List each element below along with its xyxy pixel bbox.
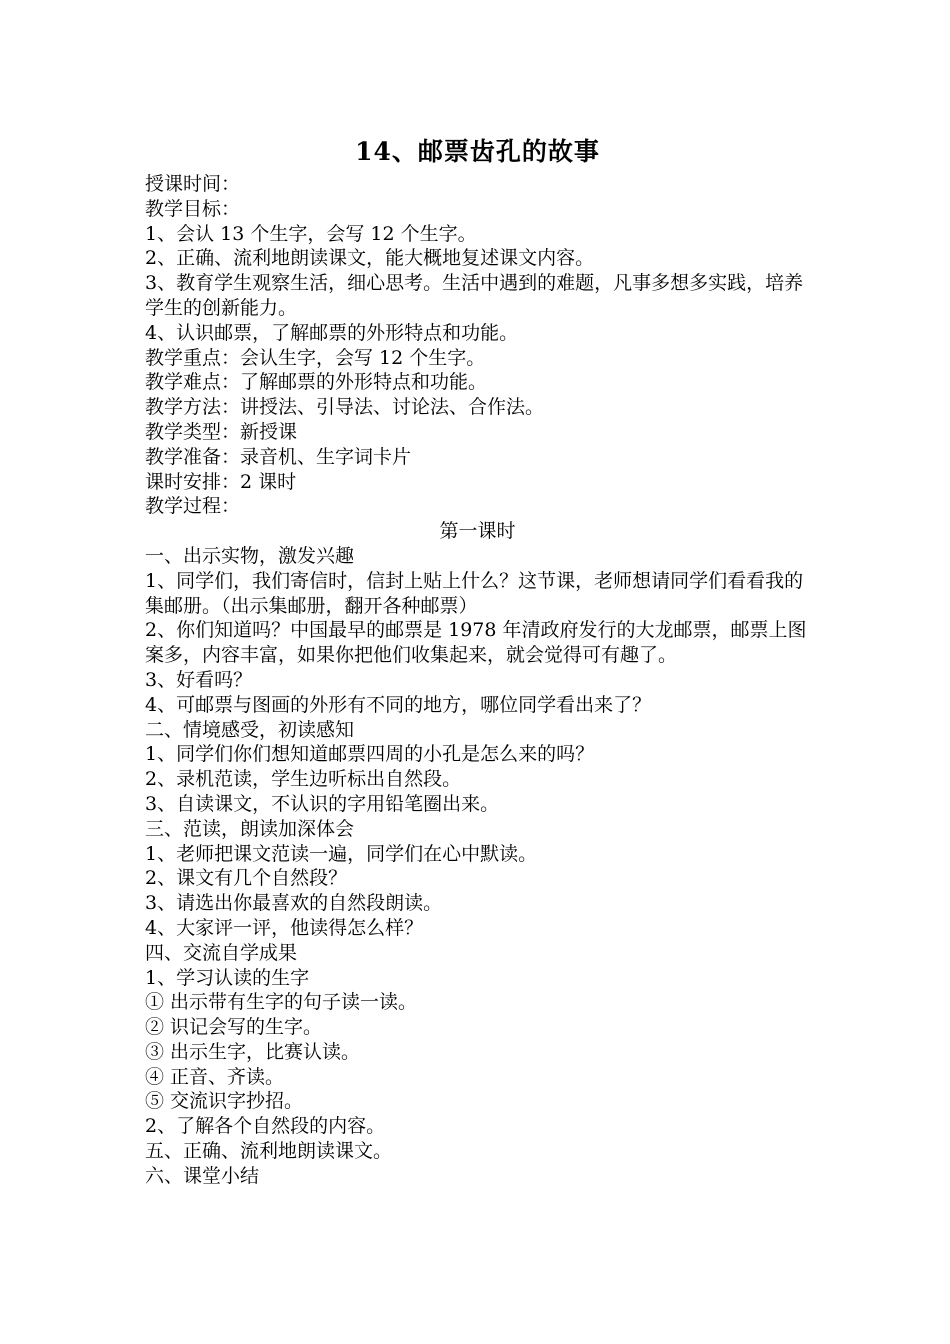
section-heading-1: 一、出示实物，激发兴趣 <box>145 544 355 567</box>
section1-item-1: 1、同学们，我们寄信时，信封上贴上什么？这节课，老师想请同学们看看我的集邮册。（出示集邮册，翻开各种邮票） <box>145 569 804 617</box>
page-title: 14、邮票齿孔的故事 <box>355 137 600 166</box>
teaching-process-label: 教学过程： <box>145 495 241 518</box>
section4-item-1: 1、学习认读的生字 <box>145 966 310 989</box>
document-body <box>145 172 810 1189</box>
section2-item-2: 2、录机范读，学生边听标出自然段。 <box>145 768 462 791</box>
teaching-type-line: 教学类型：新授课 <box>145 420 298 443</box>
section3-item-4: 4、大家评一评，他读得怎么样？ <box>145 916 424 939</box>
goal-item-4: 4、认识邮票，了解邮票的外形特点和功能。 <box>145 321 519 344</box>
document-page <box>145 132 810 1189</box>
lesson-heading: 第一课时 <box>439 520 516 543</box>
section3-item-2: 2、课文有几个自然段？ <box>145 867 348 890</box>
section1-item-2: 2、你们知道吗？中国最早的邮票是 1978 年清政府发行的大龙邮票，邮票上图案多，内容丰富，如果你把他们收集起来，就会觉得可有趣了。 <box>145 619 807 667</box>
teaching-method-line: 教学方法：讲授法、引导法、讨论法、合作法。 <box>145 396 545 419</box>
teaching-focus-line: 教学重点：会认生字，会写 12 个生字。 <box>145 346 486 369</box>
teaching-time-line: 授课时间： <box>145 173 241 195</box>
section4-subitem-5: ⑤ 交流识字抄招。 <box>145 1090 304 1113</box>
section4-subitem-3: ③ 出示生字，比赛认读。 <box>145 1040 361 1063</box>
section4-subitem-4: ④ 正音、齐读。 <box>145 1065 285 1088</box>
goal-item-1: 1、会认 13 个生字，会写 12 个生字。 <box>145 222 477 245</box>
section-heading-5: 五、正确、流利地朗读课文。 <box>145 1140 393 1163</box>
teaching-difficulty-line: 教学难点：了解邮票的外形特点和功能。 <box>145 371 488 394</box>
section4-subitem-1: ① 出示带有生字的句子读一读。 <box>145 991 418 1014</box>
section2-item-3: 3、自读课文，不认识的字用铅笔圈出来。 <box>145 792 500 815</box>
goal-item-3: 3、教育学生观察生活，细心思考。生活中遇到的难题，凡事多想多实践，培养学生的创新能力。 <box>145 272 804 319</box>
teaching-goals-label: 教学目标： <box>145 197 241 220</box>
section3-item-1: 1、老师把课文范读一遍，同学们在心中默读。 <box>145 842 538 865</box>
section-heading-3: 三、范读，朗读加深体会 <box>145 817 355 840</box>
section-heading-2: 二、情境感受，初读感知 <box>145 718 355 741</box>
section-heading-4: 四、交流自学成果 <box>145 941 298 964</box>
section-heading-6: 六、课堂小结 <box>145 1164 260 1187</box>
section4-item-2: 2、了解各个自然段的内容。 <box>145 1115 386 1138</box>
teaching-preparation-line: 教学准备：录音机、生字词卡片 <box>145 445 412 468</box>
class-hours-line: 课时安排：2 课时 <box>145 470 297 493</box>
section1-item-3: 3、好看吗？ <box>145 668 253 691</box>
section4-subitem-2: ② 识记会写的生字。 <box>145 1016 323 1039</box>
section3-item-3: 3、请选出你最喜欢的自然段朗读。 <box>145 892 443 915</box>
section1-item-4: 4、可邮票与图画的外形有不同的地方，哪位同学看出来了？ <box>145 693 652 716</box>
section2-item-1: 1、同学们你们想知道邮票四周的小孔是怎么来的吗？ <box>145 743 595 766</box>
goal-item-2: 2、正确、流利地朗读课文，能大概地复述课文内容。 <box>145 247 595 270</box>
